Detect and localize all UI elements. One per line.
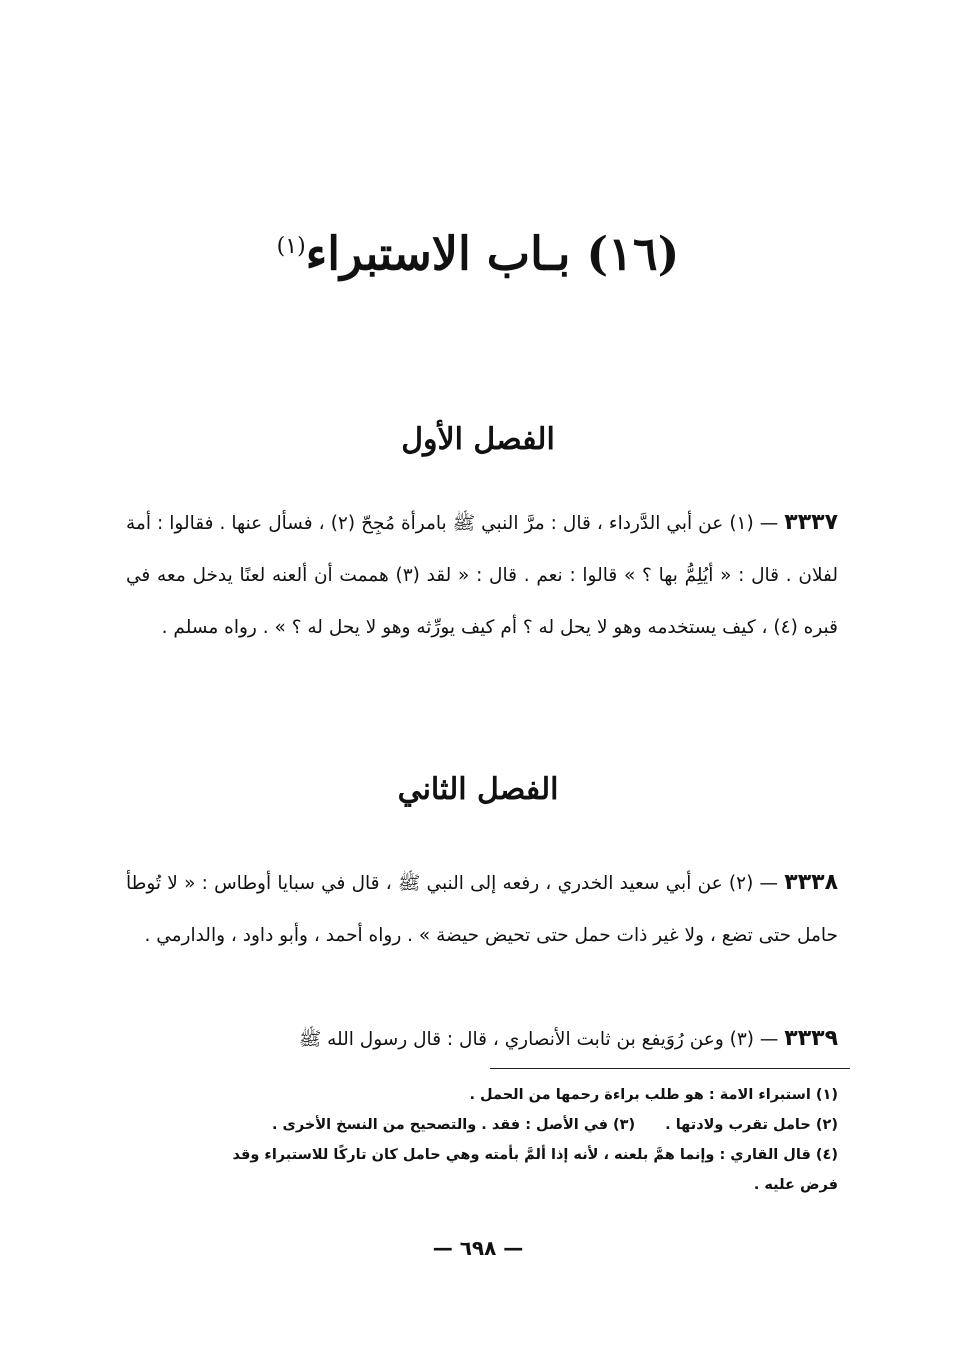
footnote-divider [490, 1068, 850, 1069]
hadith-number: ٣٣٣٧ [784, 510, 838, 535]
section-title-first: الفصل الأول [401, 422, 555, 457]
hadith-3337 [126, 497, 838, 654]
chapter-footnote-ref: (١) [276, 234, 306, 259]
chapter-title [180, 212, 776, 288]
footnote-4: (٤) قال القاري : وإنما همَّ بلعنه ، لأنه إذا ألمَّ بأمته وهي حامل كان تاركًا للاستبراء وقد [232, 1147, 838, 1163]
hadith-number: ٣٣٣٩ [784, 1026, 838, 1051]
section-title-second: الفصل الثاني [397, 772, 559, 807]
footnote-1: (١) استبراء الامة : هو طلب براءة رحمها من الحمل . [469, 1087, 838, 1103]
hadith-text: — (٣) وعن رُوَيفع بن ثابت الأنصاري ، قال : قال رسول الله ﷺ [298, 1029, 785, 1050]
hadith-number: ٣٣٣٨ [784, 870, 838, 895]
footnote-4-continued: فرض عليه . [753, 1177, 838, 1193]
hadith-text: — (١) عن أبي الدَّرداء ، قال : مرَّ النبي ﷺ بامرأة مُجِحّ (٢) ، فسأل عنها . فقالوا : أمة لفلان . قال : « أيُلِمُّ بها ؟ » قالوا : نعم . قال : « لقد (٣) هممت أن ألعنه لعنًا يدخل معه في قبره (٤) ، كيف يستخدمه وهو لا يحل له ؟ أم كيف يورِّثه وهو لا يحل له ؟ » . رواه مسلم . [126, 513, 838, 638]
chapter-title-text: (١٦) بـاب الاستبراء [305, 226, 680, 281]
page-number: — ٦٩٨ — [432, 1236, 524, 1260]
hadith-3339 [126, 1013, 838, 1066]
footnote-2: (٢) حامل تقرب ولادتها . [665, 1117, 838, 1133]
hadith-3338 [126, 857, 838, 962]
footnote-3: (٣) في الأصل : فقد . والتصحيح من النسخ الأخرى . [272, 1117, 636, 1133]
footnotes [126, 1080, 838, 1200]
footnote-2-3-line [126, 1110, 838, 1140]
hadith-text: — (٢) عن أبي سعيد الخدري ، رفعه إلى النبي ﷺ ، قال في سبايا أوطاس : « لا تُوطأ حامل حتى تضع ، ولا غير ذات حمل حتى تحيض حيضة » . رواه أحمد ، وأبو داود ، والدارمي . [126, 873, 838, 946]
